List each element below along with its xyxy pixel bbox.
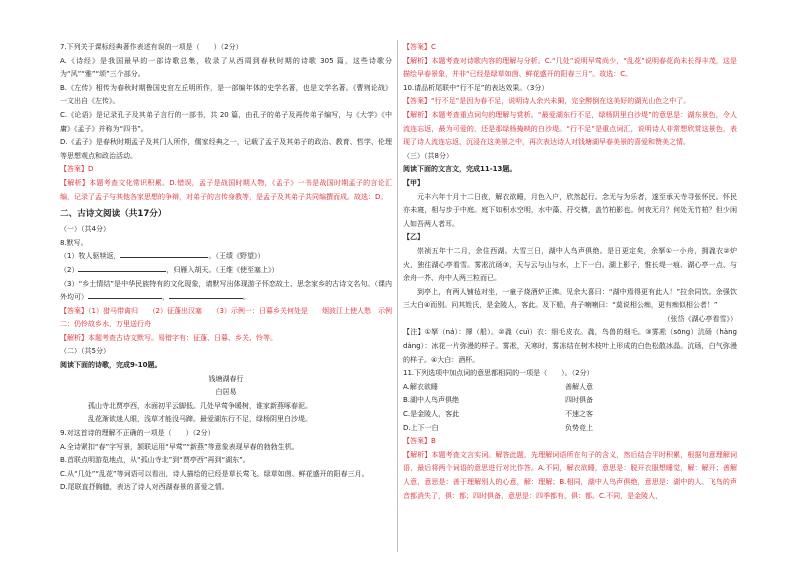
q8-item-1-prefix: （1）牧人驱犊返， [60,252,121,261]
q8-item-1-suffix: 。（王绩《野望》） [208,252,265,261]
part2-title: （二）（共5分） [60,347,110,356]
q11-option-a [403,381,737,395]
q7-stem: 7.下列关于课标经典著作表述有误的一项是（ ）（2分） [60,43,243,51]
q11-option-a-left: A.解衣欲睡 [403,382,438,391]
poem-author: 白居易 [215,388,237,397]
q11-option-b-right: 四时俱备 [565,396,593,405]
q8-analysis: 【解析】本题考查古诗文默写。易错字有：征蓬、日暮、乡关、怜等。 [60,333,277,342]
right-column [403,41,737,559]
column-divider [397,40,398,552]
q8-item-3-suffix: 。 [243,293,250,302]
q10-stem: 10.请品析尾联中“行不足”的表达效果。（3分） [403,83,549,92]
q11-option-a-right: 善解人意 [565,382,593,391]
q11-option-c-right: 不速之客 [565,410,593,419]
q8-stem: 8.默写。 [60,238,88,247]
q8-item-3-mid: ， [162,293,169,302]
q9-option-a: A.全诗紧扣“春”字写景，颔联运用“早莺”“新燕”等意象表现早春的勃勃生机。 [60,442,299,451]
q9-option-c: C.从“几处”“乱花”等词语可以看出，诗人描绘的已经是草长莺飞、绿草如茵、鲜花盛开的阳春三月。 [60,469,369,478]
q8-item-2 [60,264,392,278]
q11-answer: 【答案】B [403,437,436,446]
q8-item-2-suffix: ，归雁入胡天。（王维《使至塞上》） [166,265,279,274]
answer-blank [78,264,166,272]
part2-instruction: 阅读下面的诗歌，完成9-10题。 [60,361,162,370]
section-title: 二、古诗文阅读（共17分） [60,209,167,220]
poem-line-2: 乱花渐欲迷人眼，浅草才能没马蹄。最爱湖东行不足，绿杨阴里白沙堤。 [88,415,312,424]
q10-analysis: 【解析】本题考查重点词句的理解与赏析。“最爱湖东行不足，绿杨阴里白沙堤”的意思是：湖东景色，令人流连忘返，最为可爱的，还是那绿杨掩映的白沙堤。“行不足”是重点词汇，说明诗人非常想欣赏这景色，表现了诗人流连忘返，沉浸在这美景之中，再次表达诗人对钱塘湖早春美景的喜爱和赞美之情。 [403,110,737,147]
q8-item-3-prefix: （3）“乡土情结”是中华民族特有的文化现象，请默写出体现游子怀恋故土、思念家乡的古诗文名句。（课内外均可） [60,279,392,302]
q9-answer: 【答案】C [403,43,436,51]
left-column [60,41,392,551]
passage-jia-text: 元丰六年十月十二日夜，解衣欲睡，月色入户，欣然起行。念无与为乐者，遂至承天寺寻张怀民。怀民亦未寝，相与步于中庭。庭下如积水空明，水中藻、荇交横，盖竹柏影也。何夜无月？何处无竹柏？但少闲人如吾两人者耳。 [403,192,737,228]
q11-option-d [403,422,737,436]
q11-option-d-right: 负势竞上 [565,423,593,432]
q8-answer: 【答案】（1）猎马带禽归 （2）征蓬出汉塞 （3）示例一：日暮乡关何处是 烟波江上使人愁 示例二：仍怜故乡水，万里送行舟 [60,306,392,329]
q9-stem: 9.对这首诗的理解不正确的一项是（ ）（2分） [60,429,215,438]
q7-option-a: A.《诗经》是我国最早的一部诗歌总集，收录了从西周到春秋时期的诗歌 305 篇，这些诗歌分为“风”“雅”“颂”三个部分。 [60,56,392,79]
q7-answer: 【答案】D [60,165,94,174]
q10-answer: 【答案】“行不足”是因为春不足，说明诗人余兴未阑，完全醉倒在这美好的湖光山色之中了。 [403,97,691,106]
q11-option-b [403,394,737,408]
q7-analysis: 【解析】本题考查文化常识积累。D.错误，孟子是战国时期人物，《孟子》一书是战国时期孟子的言论汇编，记录了孟子与其他各家思想的争辩，对弟子的言传身教等，是孟子及其弟子共同编撰而成。故选：D。 [60,178,392,201]
part3-title: （三）（共8分） [403,151,453,160]
q11-stem: 11.下列选项中加点词的意思都相同的一项是（ ）。（2分） [403,369,594,378]
passage-jia-label: 【甲】 [403,178,424,187]
passage-yi-paragraph-2: 到亭上，有两人铺毡对坐，一童子烧酒炉正沸。见余大喜曰：“湖中焉得更有此人！”拉余同饮。余强饮三大白④而别。问其姓氏，是金陵人，客此。及下船，舟子喃喃曰：“莫说相公痴，更有痴似相公者！” [403,287,737,310]
passage-source: （张岱《湖心亭看雪》） [663,314,737,323]
part3-instruction: 阅读下面的文言文，完成11-13题。 [403,165,517,174]
q11-option-b-left: B.湖中人鸟声俱绝 [403,396,460,405]
part1-title: （一）（共4分） [60,225,110,234]
poem-title: 钱塘湖春行 [208,374,244,383]
passage-yi-label: 【乙】 [403,233,424,242]
q8-item-2-prefix: （2） [60,265,79,274]
q9-analysis: 【解析】本题考查对诗歌内容的理解与分析。C.“几处”说明早莺尚少，“乱花”说明春花尚未长得丰茂，这是描绘早春景象，并非“已经是绿草如茵、鲜花盛开的阳春三月”。故选：C。 [403,56,737,79]
answer-blank [120,250,208,258]
q7-option-b: B.《左传》相传为春秋时期鲁国史官左丘明所作，是一部编年体的史学名著，也是文学名著。《曹刿论战》一文出自《左传》。 [60,83,392,106]
q8-item-3 [60,278,392,305]
q11-option-d-left: D.上下一白 [403,423,439,432]
q11-option-c-left: C.是金陵人，客此 [403,410,460,419]
q11-option-c [403,408,737,422]
answer-blank [88,291,162,299]
q11-analysis: 【解析】本题考查文言实词。解答此题，先理解词语所在句子的含义，然后结合平时积累，根据句意理解词语，最后将两个词语的意思进行对比作答。A.不同，解衣欲睡，意思是：脱开衣服想睡觉，解：解开；善解人意，意思是：善于理解别人的心意，解：理解；B.相同，湖中人鸟声俱绝，意思是：湖中的人、飞鸟的声音都消失了，俱：都；四时俱备，意思是：四季都有，俱：都。C.不同，是金陵人， [403,450,737,500]
answer-blank [169,291,243,299]
passage-notes: 【注】①拏（ná）：撑（船）。②毳（cuì）衣：细毛皮衣。毳，鸟兽的细毛。③雾凇（sōng）沆砀（hàng dàng）：冰花一片弥漫的样子。雾凇，天寒时，雾冻结在树木枝叶上形成的白色松散冰晶。沆砀，白气弥漫的样子。④大白：酒杯。 [403,328,737,364]
q7-option-d: D.《孟子》是春秋时期孟子及其门人所作，儒家经典之一，记载了孟子及其弟子的政治、教育、哲学、伦理等思想观点和政治活动。 [60,138,392,160]
q9-option-b: B.首联点明游览地点，从“孤山寺北”到“贾亭西”再到“湖东”。 [60,456,250,465]
q7-option-c: C.《论语》是记录孔子及其弟子言行的一部书，共 20 篇，由孔子的弟子及再传弟子编写，与《大学》《中庸》《孟子》并称为“四书”。 [60,110,392,133]
q9-option-d: D.尾联直抒胸臆，表达了诗人对西湖春景的喜爱之情。 [60,483,229,492]
passage-yi-paragraph-1: 崇祯五年十二月，余住西湖。大雪三日，湖中人鸟声俱绝。是日更定矣，余拏①一小舟，拥毳衣②炉火，独往湖心亭看雪。雾凇沆砀③，天与云与山与水，上下一白。湖上影子，惟长堤一痕、湖心亭一点、与余舟一芥、舟中人两三粒而已。 [403,246,737,283]
q8-item-1 [60,250,392,264]
poem-line-1: 孤山寺北贾亭西，水面初平云脚低。几处早莺争暖树，谁家新燕啄春泥。 [88,401,312,410]
